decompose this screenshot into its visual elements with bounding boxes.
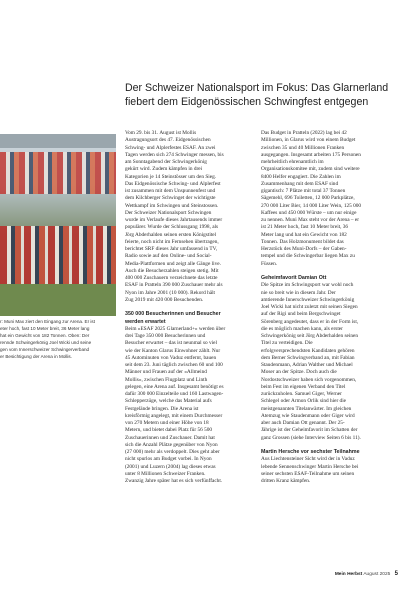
body-text-line: kreisförmig angelegt, mit einem Durchmesser — [125, 412, 223, 419]
body-text-line: Aus Liechtensteiner Sicht wird der in Vaduz — [261, 456, 355, 463]
headline-line-2: fiebert dem Eidgenössischen Schwingfest entgegen — [125, 96, 369, 108]
body-text-line: Das Eidgenössische Schwing- und Älplerfest — [125, 180, 221, 187]
wrestling-arena-photo — [0, 134, 116, 316]
body-text-line: Zwanzig Jahre später hat es sich verfünffacht. — [125, 478, 223, 484]
body-text-line: ist 21 Meter hoch, fast 10 Meter breit, 36 — [261, 224, 349, 231]
body-text-line: Schwing- und Älplerfestes ESAF. An zwei — [125, 144, 216, 151]
body-text-line: sich die Anzahl Plätze gegenüber von Nyon — [125, 441, 218, 448]
body-text-line: feierte, noch nicht im Fernsehen übertragen, — [125, 238, 219, 245]
headline-line-1: Der Schweizer Nationalsport im Fokus: Das Glarnerland — [125, 82, 389, 94]
section-heading-line: 350 000 Besucherinnen und Besucher — [125, 311, 221, 318]
body-text-line: nicht spurlos am Budget vorbei. In Nyon — [125, 456, 212, 463]
body-text-line: Schwingerkönig seit Jörg Abderhalden seinen — [261, 333, 358, 339]
body-text-line: gelegen, eine Arena auf. Insgesamt benötigt es — [125, 383, 224, 390]
body-text-line: Nyon im Jahre 2001 (10 000). Rekord hält — [125, 289, 216, 296]
body-text-line: drei Tage 350 000 Besucherinnen und — [125, 333, 206, 339]
body-text-line: Beim «ESAF 2025 Glarnerland+» werden über — [125, 325, 226, 332]
body-text-line: Festgelände bringen. Die Arena ist — [125, 405, 199, 412]
body-text-line: 45 Autominuten von Vaduz entfernt, bauen — [125, 354, 217, 361]
body-text-line: dafür 300 000 Einzelteile und 160 Lastwagen- — [125, 391, 224, 397]
body-text-line: Schlepperzüge, welche das Material aufs — [125, 398, 212, 405]
body-text-line: Nordostschweizer haben sich vorgenommen, — [261, 376, 357, 383]
body-text-line: Auch die Besucherzahlen steigen stetig. Mit — [125, 267, 219, 274]
body-text-line: Herzstück des Muni-Dorfs – der Gaben- — [261, 246, 347, 252]
caption-line: gen vom Innerschweizer Schwingerverband — [0, 346, 90, 352]
paragraph-gap — [261, 268, 387, 275]
body-text-line: mehrheitlich ehrenamtlich im — [261, 159, 324, 165]
body-text-line: dritten Kranz kämpfen. — [261, 478, 311, 484]
body-text-line: Füssen. — [261, 260, 278, 267]
body-text-line: wie der Kanton Glarus Einwohner zählt. Nur — [125, 347, 221, 354]
body-text-line: aber auch Damian Ott genannt. Der 25- — [261, 420, 345, 426]
arena-ground — [0, 284, 116, 316]
body-text-line: zwischen 35 und 40 Millionen Franken — [261, 144, 345, 151]
body-text-line: Kaffees und 450 000 Würste – um nur einige — [261, 209, 357, 216]
body-text-line: Moser an der Spitze. Doch auch die — [261, 369, 337, 376]
body-text-line: Der Schweizer Nationalsport Schwingen — [125, 209, 212, 216]
body-text-line: Austragungsort des 47. Eidgenössischen — [125, 137, 211, 144]
section-heading-line: Martin Hersche vor sechster Teilnahme — [261, 449, 360, 455]
body-text-line: erfolgversprechendsten Kandidaten gehören — [261, 347, 355, 354]
issue-date: August 2025 — [363, 572, 391, 577]
body-text-line: Schlegel oder Armon Orlik sind hier die — [261, 398, 347, 405]
body-text-line: lebende Sennenschwinger Martin Hersche bei — [261, 463, 359, 470]
body-text-line: Vom 29. bis 31. August ist Mollis — [125, 130, 197, 136]
body-text-line: meistgenannten Titelanwärter. Im gleichen — [261, 405, 352, 412]
body-text-line: Organisationskomitee mit, zudem sind weitere — [261, 166, 360, 173]
section-heading-line: werden erwartet — [125, 318, 166, 325]
body-text-line: Tonnen. Das Holzmonument bildet das — [261, 238, 344, 245]
wrestlers-group — [0, 226, 116, 284]
body-text-line: ist zusammen mit dem Unspunnenfest und — [125, 188, 216, 194]
body-text-line: Titel zu verteidigen. Die — [261, 340, 313, 347]
body-text-line: Atemzug wie Staudenmann oder Giger wird — [261, 412, 355, 419]
caption-line: rennde Schwingerkönig Joel Wicki und seine — [0, 339, 92, 345]
body-text-line: Das Budget in Pratteln (2022) lag bei 42 — [261, 130, 347, 136]
body-text-line: Jörg Abderhalden seinen ersten Königstitel — [125, 231, 217, 238]
body-text-line: wurde im Verlaufe dieses Jahrtausends immer — [125, 217, 223, 223]
page-footer — [335, 571, 398, 577]
paragraph-gap — [261, 442, 387, 449]
body-text-line: 400 000 Zuschauern verzeichnete das letzte — [125, 275, 218, 281]
article-column-2 — [261, 130, 387, 485]
body-text-line: Tagen werden sich 274 Schwinger messen, bis — [125, 151, 224, 158]
body-text-line: Radio sowie auf den Online- und Social- — [125, 253, 212, 260]
body-text-line: zurückzuholen. Samuel Giger, Werner — [261, 391, 342, 397]
body-text-line: Millionen, in Glarus wird von einem Budget — [261, 137, 356, 144]
arena-roof — [0, 134, 116, 148]
body-text-line: von 270 Metern und einer Höhe von 18 — [125, 420, 209, 426]
body-text-line: Meter lang und hat ein Gewicht von 182 — [261, 231, 347, 238]
body-text-line: Joel Wicki hat nicht zuletzt mit seinen Siegen — [261, 304, 358, 310]
body-text-line: ganz Grossen (siehe Interview Seiten 6 bis 11). — [261, 434, 361, 441]
page-number: 5 — [394, 571, 398, 577]
body-text-line: 270 000 Liter Bier, 14 000 Liter Wein, 125 000 — [261, 202, 362, 209]
caption-line: hat ein Gewicht von 182 Tonnen. Oben: Der — [0, 332, 90, 338]
body-text-line: die es möglich machen kann, als erster — [261, 325, 343, 332]
caption-line: r: Muni Max ziert den Eingang zur Arena. Er ist — [0, 319, 95, 324]
body-text-line: Sörenberg angedeutet, dass er in der Form ist, — [261, 318, 359, 325]
article-column-1 — [125, 130, 251, 485]
body-text-line: gigantisch: 7 Plätze mit total 37 Tonnen — [261, 188, 346, 194]
body-text-line: Mollis», zwischen Flugplatz und Linth — [125, 376, 208, 383]
paragraph-gap — [125, 304, 251, 311]
body-text-line: 8400 Helfer engagiert. Die Zahlen im — [261, 173, 341, 180]
body-text-line: dem Kilchberger Schwinget der wichtigste — [125, 195, 216, 202]
caption-line: er Besichtigung der Arena in Mollis. — [0, 353, 73, 359]
photo-caption — [0, 319, 116, 360]
body-text-line: tempel und die Schwingerbar liegen Max zu — [261, 253, 355, 260]
body-text-line: nie so breit wie in diesem Jahr. Der — [261, 289, 336, 296]
body-text-line: (27 000) mehr als verdoppelt. Dies geht aber — [125, 449, 220, 455]
body-text-line: Kategorien je 14 Steinstösser um den Sieg. — [125, 173, 217, 180]
section-heading-line: Geheimfavorit Damian Ott — [261, 275, 327, 281]
body-text-line: am Sonntagabend der Schwingerkönig — [125, 159, 207, 165]
body-text-line: beim Fest im eigenen Verband den Titel — [261, 383, 346, 390]
body-text-line: Zug 2019 mit 420 000 Besuchenden. — [125, 296, 204, 303]
caption-line: eter hoch, fast 10 Meter breit, 36 Meter lang — [0, 325, 90, 331]
body-text-line: (2001) und Luzern (2004) lag dieses etwas — [125, 463, 216, 470]
body-text-line: seit dem 23. Juni täglich zwischen 60 und 100 — [125, 362, 223, 368]
body-text-line: auf der Rigi und beim Bergschwinget — [261, 311, 341, 318]
body-text-line: ausgegangen. Insgesamt arbeiten 175 Personen — [261, 151, 361, 158]
body-text-line: Media-Plattformen und zeigt alle Gänge live. — [125, 260, 221, 267]
body-text-line: Staudenmann, Adrian Walther und Michael — [261, 362, 353, 368]
body-text-line: gekürt wird. Zudem kämpfen in drei — [125, 166, 203, 173]
body-text-line: seiner sechsten ESAF-Teilnahme um seinen — [261, 470, 355, 477]
body-text-line: Zuschauerinnen und Zuschauer. Damit hat — [125, 434, 215, 441]
body-text-line: unter 8 Millionen Schweizer Franken. — [125, 470, 206, 477]
spectator-stands — [0, 152, 116, 194]
body-text-line: populärer. Wurde der Schlussgang 1998, als — [125, 224, 219, 231]
body-text-line: Männer und Frauen auf der «Allmeind — [125, 369, 207, 376]
body-text-line: Sägemehl, 696 Toiletten, 12 000 Parkplätze, — [261, 195, 355, 202]
body-text-line: amtierende Innerschweizer Schwingerkönig — [261, 296, 355, 303]
body-text-line: Zusammenhang mit dem ESAF sind — [261, 180, 339, 187]
body-text-line: zu nennen. Muni Max steht vor der Arena – er — [261, 217, 359, 223]
body-text-line: dem Berner Schwingverband an, mit Fabian — [261, 354, 355, 361]
body-text-line: Wettkampf im Schwingen und Steinstossen. — [125, 202, 219, 209]
magazine-name: Mein Herbst — [334, 572, 363, 577]
body-text-line: Metern, und bietet dabei Platz für 56 500 — [125, 427, 213, 434]
body-text-line: Die Spitze im Schwingsport war wohl noch — [261, 282, 354, 289]
body-text-line: berichtet SRF dieses Jahr umfassend in TV, — [125, 246, 218, 252]
body-text-line: Jährige ist der Geheimfavorit im Schatten der — [261, 427, 358, 434]
body-text-line: Besucher erwartet – das ist neunmal so viel — [125, 340, 217, 347]
article-headline — [125, 81, 395, 109]
body-text-line: ESAF in Pratteln 390 000 Zuschauer mehr als — [125, 282, 223, 289]
